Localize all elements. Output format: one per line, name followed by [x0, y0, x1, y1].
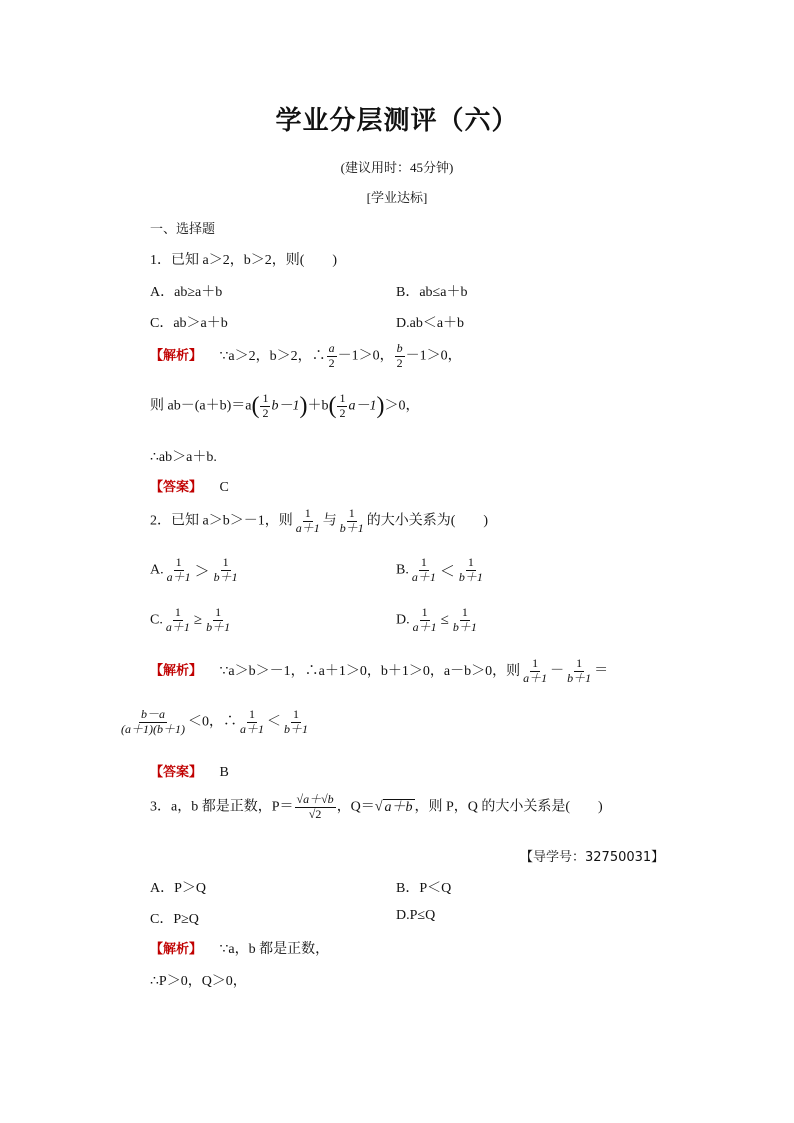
answer-value: C	[219, 480, 229, 495]
q3-option-b: B．P＜Q	[396, 881, 452, 896]
analysis-tag: 【解析】	[150, 348, 203, 364]
time-note: (建议用时：45分钟)	[340, 160, 454, 175]
answer-tag: 【答案】	[150, 765, 203, 780]
fraction: $\frac{1}{b+1}$	[339, 506, 364, 535]
analysis-tag: 【解析】	[150, 663, 203, 679]
q3-analysis-line1: 【解析】 ∵a，b 都是正数，	[150, 942, 330, 957]
q1-analysis-line1: 【解析】 ∵a＞2，b＞2，∴ $\frac{a}{2}$ －1＞0， $\frac{b}{2}$ －1＞0，	[150, 341, 462, 370]
answer-value: B	[219, 765, 229, 780]
q3-option-a: A．P＞Q	[150, 881, 207, 896]
q2-analysis-line1: 【解析】 ∵a＞b＞－1，∴a＋1＞0，b＋1＞0，a－b＞0，则 $\frac{1}{a+1}$ － $\frac{1}{b+1}$ ＝	[150, 656, 609, 685]
q2-option-c: C. $\frac{1}{a+1}$ ≥ $\frac{1}{b+1}$	[150, 605, 231, 634]
q3-option-c: C．P≥Q	[150, 912, 199, 927]
q2-analysis-line2: $\frac{b-a}{(a+1)(b+1)}$ ＜0，∴ $\frac{1}{a+1}$ ＜ $\frac{1}{b+1}$	[121, 707, 309, 736]
fraction: $\frac{a}{2}$	[328, 341, 335, 370]
q1-option-d: D.ab＜a＋b	[396, 316, 465, 331]
fraction: $\frac{b}{2}$	[396, 341, 403, 370]
q1-analysis-line3: ∴ab＞a＋b.	[150, 450, 217, 465]
answer-tag: 【答案】	[150, 480, 203, 495]
fraction: $\frac{1}{2}$	[339, 391, 346, 420]
q2-answer	[150, 761, 229, 781]
level-label: [学业达标]	[366, 190, 428, 205]
q1-answer	[150, 476, 229, 496]
q3-analysis-line2: ∴P＞0，Q＞0，	[150, 974, 247, 989]
q1-stem: 1．已知 a＞2，b＞2，则( )	[150, 253, 338, 268]
q3-stem: 3．a，b 都是正数，P＝ $\frac{√a+√b}{√2}$ ，Q＝√ a＋b ，则 P，Q 的大小关系是( )	[150, 792, 603, 821]
fraction: $\frac{√a+√b}{√2}$	[296, 792, 334, 821]
fraction: $\frac{1}{2}$	[262, 391, 269, 420]
q2-option-b: B. $\frac{1}{a+1}$ ＜ $\frac{1}{b+1}$	[396, 555, 483, 584]
fraction: $\frac{1}{a+1}$	[295, 506, 320, 535]
q2-option-d: D. $\frac{1}{a+1}$ ≤ $\frac{1}{b+1}$	[396, 605, 477, 634]
analysis-tag: 【解析】	[150, 942, 203, 957]
q1-option-a: A．ab≥a＋b	[150, 285, 223, 300]
q1-analysis-line2: 则 ab－(a＋b)＝a( $\frac{1}{2}$ b－1)＋b( $\frac{1}{2}$ a－1)＞0，	[150, 391, 420, 420]
q1-option-b: B．ab≤a＋b	[396, 285, 468, 300]
guide-number: 【导学号：32750031】	[520, 850, 665, 865]
page-title: 学业分层测评（六）	[275, 106, 519, 136]
q1-option-c: C．ab＞a＋b	[150, 316, 228, 331]
q3-option-d: D.P≤Q	[396, 908, 436, 923]
q2-option-a: A. $\frac{1}{a+1}$ ＞ $\frac{1}{b+1}$	[150, 555, 238, 584]
section-heading: 一、选择题	[150, 222, 216, 237]
q2-stem: 2．已知 a＞b＞－1，则 $\frac{1}{a+1}$ 与 $\frac{1}{b+1}$ 的大小关系为( )	[150, 506, 489, 535]
